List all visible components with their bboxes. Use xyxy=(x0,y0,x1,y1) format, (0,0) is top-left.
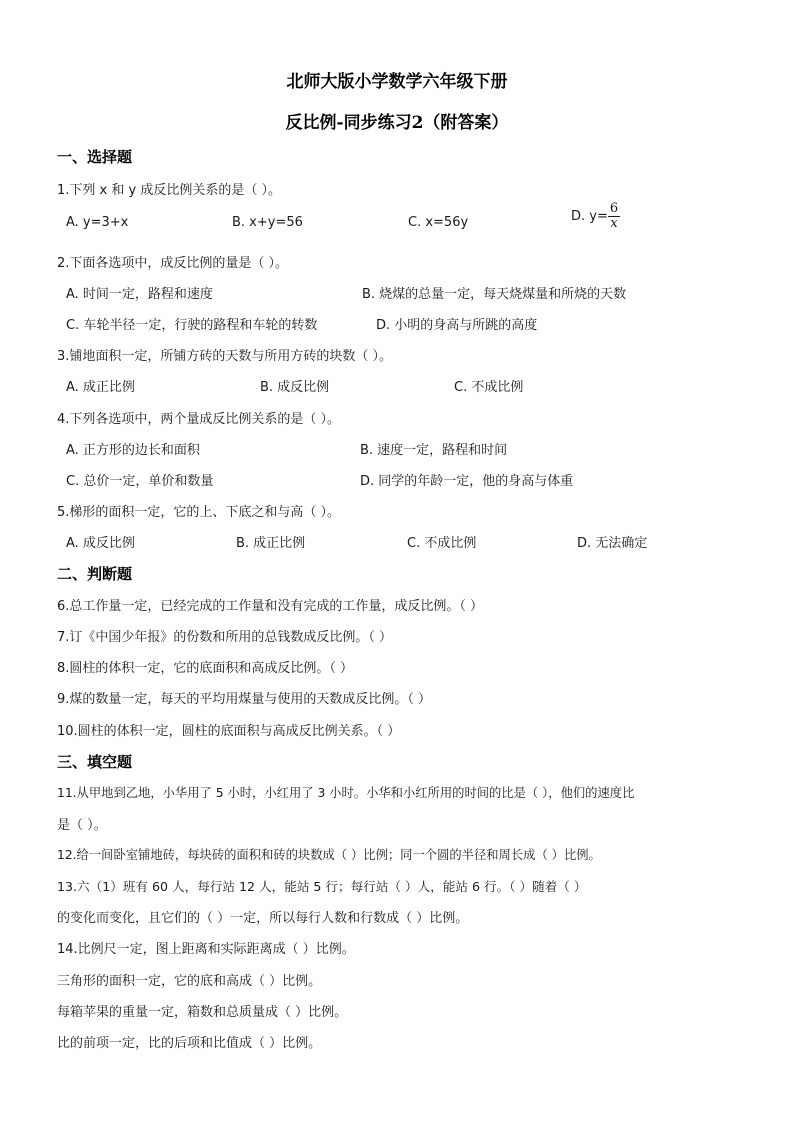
page-subtitle: 反比例-同步练习2（附答案） xyxy=(285,113,509,133)
q5-option-d: D. 无法确定 xyxy=(577,536,648,551)
fraction-numerator: 6 xyxy=(609,201,619,216)
question-2: 2.下面各选项中，成反比例的量是（ ）。 xyxy=(57,256,289,271)
question-6: 6.总工作量一定，已经完成的工作量和没有完成的工作量，成反比例。（ ） xyxy=(57,599,484,614)
q5-option-c: C. 不成比例 xyxy=(407,536,477,551)
question-1: 1.下列 x 和 y 成反比例关系的是（ ）。 xyxy=(57,183,281,198)
q1-option-d-prefix: D. y= xyxy=(571,209,608,224)
q1-option-b: B. x+y=56 xyxy=(232,215,303,230)
q3-option-b: B. 成反比例 xyxy=(260,380,330,395)
question-5: 5.梯形的面积一定，它的上、下底之和与高（ ）。 xyxy=(57,505,341,520)
question-14-line-2: 三角形的面积一定，它的底和高成（ ）比例。 xyxy=(57,974,322,989)
q3-option-a: A. 成正比例 xyxy=(66,380,135,395)
q5-option-a: A. 成反比例 xyxy=(66,536,135,551)
question-14-line-3: 每箱苹果的重量一定，箱数和总质量成（ ）比例。 xyxy=(57,1005,348,1020)
section-heading-choice: 一、选择题 xyxy=(57,148,133,166)
question-8: 8.圆柱的体积一定，它的底面积和高成反比例。（ ） xyxy=(57,661,354,676)
question-11-line-1: 11.从甲地到乙地，小华用了 5 小时，小红用了 3 小时。小华和小红所用的时间的比是（ ），他们的速度比 xyxy=(57,786,635,800)
q4-option-c: C. 总价一定，单价和数量 xyxy=(66,474,214,489)
q1-option-a: A. y=3+x xyxy=(66,215,129,230)
q2-option-c: C. 车轮半径一定，行驶的路程和车轮的转数 xyxy=(66,318,318,333)
q3-option-c: C. 不成比例 xyxy=(454,380,524,395)
q1-option-c: C. x=56y xyxy=(408,215,469,230)
question-13-line-1: 13.六（1）班有 60 人，每行站 12 人，能站 5 行；每行站（ ）人，能站 6 行。（ ）随着（ ） xyxy=(57,879,587,894)
q2-option-d: D. 小明的身高与所跳的高度 xyxy=(376,318,538,333)
section-heading-judge: 二、判断题 xyxy=(57,565,133,583)
question-4: 4.下列各选项中，两个量成反比例关系的是（ ）。 xyxy=(57,412,341,427)
q5-option-b: B. 成正比例 xyxy=(236,536,306,551)
q4-option-a: A. 正方形的边长和面积 xyxy=(66,443,200,458)
q4-option-d: D. 同学的年龄一定，他的身高与体重 xyxy=(360,474,574,489)
question-11-line-2: 是（ ）。 xyxy=(57,818,107,833)
fraction xyxy=(608,202,620,231)
question-7: 7.订《中国少年报》的份数和所用的总钱数成反比例。（ ） xyxy=(57,630,393,645)
question-12: 12.给一间卧室铺地砖，每块砖的面积和砖的块数成（ ）比例；同一个圆的半径和周长成（ ）比例。 xyxy=(57,848,601,862)
q2-option-b: B. 烧煤的总量一定，每天烧煤量和所烧的天数 xyxy=(362,287,627,302)
question-10: 10.圆柱的体积一定，圆柱的底面积与高成反比例关系。（ ） xyxy=(57,724,401,739)
question-14-line-1: 14.比例尺一定，图上距离和实际距离成（ ）比例。 xyxy=(57,942,355,957)
question-9: 9.煤的数量一定，每天的平均用煤量与使用的天数成反比例。（ ） xyxy=(57,692,432,707)
fraction-denominator: x xyxy=(610,216,618,231)
page-title: 北师大版小学数学六年级下册 xyxy=(286,72,508,92)
q1-option-d xyxy=(571,202,620,231)
section-heading-fill: 三、填空题 xyxy=(57,753,133,771)
q4-option-b: B. 速度一定，路程和时间 xyxy=(360,443,508,458)
question-14-line-4: 比的前项一定，比的后项和比值成（ ）比例。 xyxy=(57,1036,322,1051)
question-3: 3.铺地面积一定，所铺方砖的天数与所用方砖的块数（ ）。 xyxy=(57,349,393,364)
q2-option-a: A. 时间一定，路程和速度 xyxy=(66,287,213,302)
question-13-line-2: 的变化而变化，且它们的（ ）一定，所以每行人数和行数成（ ）比例。 xyxy=(57,911,469,926)
